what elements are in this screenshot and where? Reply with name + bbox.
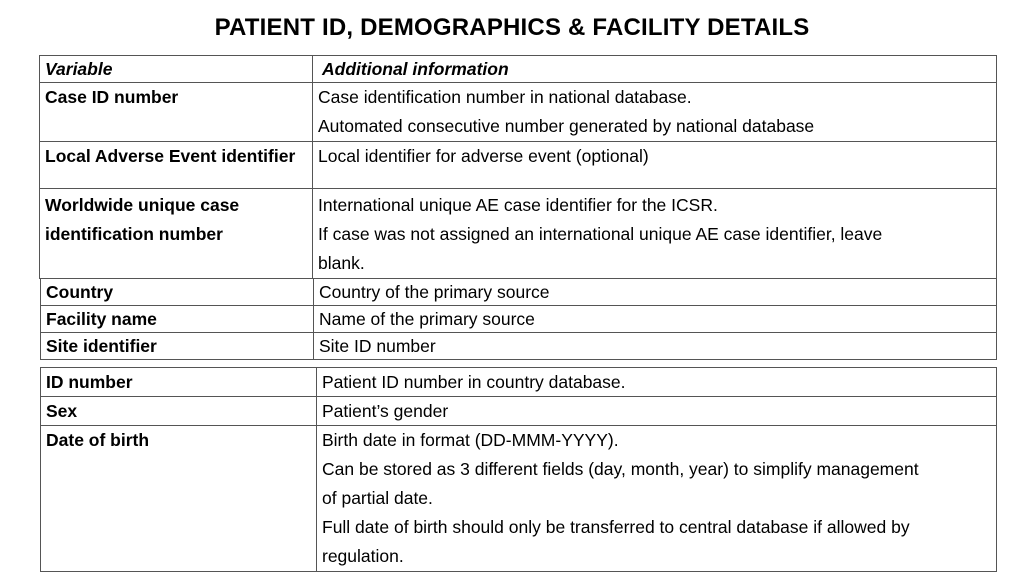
- variable-cell: Local Adverse Event identifier: [40, 142, 313, 189]
- facility-details-table: [40, 278, 997, 360]
- variable-line: identification number: [45, 224, 223, 244]
- variable-cell: Date of birth: [41, 426, 317, 572]
- variable-cell: [40, 189, 313, 279]
- variable-line: Worldwide unique case: [45, 195, 240, 215]
- variable-cell: ID number: [41, 368, 317, 397]
- header-additional-information: Additional information: [313, 56, 997, 83]
- info-cell: Site ID number: [314, 333, 997, 360]
- patient-demographics-table: [40, 367, 997, 572]
- table-row: [40, 142, 997, 189]
- variable-cell: Sex: [41, 397, 317, 426]
- table-row: [41, 426, 997, 572]
- table-row: [41, 333, 997, 360]
- header-variable: Variable: [40, 56, 313, 83]
- info-cell: Local identifier for adverse event (optional): [313, 142, 997, 189]
- info-line: Can be stored as 3 different fields (day, month, year) to simplify management: [322, 459, 919, 479]
- variable-cell: Case ID number: [40, 83, 313, 142]
- table-row: [40, 189, 997, 279]
- table-row: [41, 397, 997, 426]
- info-cell: Patient’s gender: [317, 397, 997, 426]
- table-row: [41, 368, 997, 397]
- info-line: regulation.: [322, 546, 404, 566]
- info-line: Birth date in format (DD-MMM-YYYY).: [322, 430, 619, 450]
- info-line: If case was not assigned an international unique AE case identifier, leave: [318, 224, 883, 244]
- info-line: blank.: [318, 253, 365, 273]
- table-header-row: [40, 56, 997, 83]
- info-line: Case identification number in national database.: [318, 87, 692, 107]
- info-cell: Country of the primary source: [314, 279, 997, 306]
- page-title: PATIENT ID, DEMOGRAPHICS & FACILITY DETAILS: [214, 14, 810, 41]
- info-cell: [313, 83, 997, 142]
- info-line: of partial date.: [322, 488, 433, 508]
- table-row: [41, 279, 997, 306]
- info-cell: Patient ID number in country database.: [317, 368, 997, 397]
- info-cell: [313, 189, 997, 279]
- info-cell: Name of the primary source: [314, 306, 997, 333]
- table-row: [40, 83, 997, 142]
- table-row: [41, 306, 997, 333]
- info-line: International unique AE case identifier for the ICSR.: [318, 195, 718, 215]
- info-line: Full date of birth should only be transferred to central database if allowed by: [322, 517, 910, 537]
- variable-cell: Site identifier: [41, 333, 314, 360]
- info-cell: [317, 426, 997, 572]
- variable-cell: Country: [41, 279, 314, 306]
- variable-cell: Facility name: [41, 306, 314, 333]
- info-line: Automated consecutive number generated by national database: [318, 116, 815, 136]
- case-identifiers-table: [39, 55, 997, 279]
